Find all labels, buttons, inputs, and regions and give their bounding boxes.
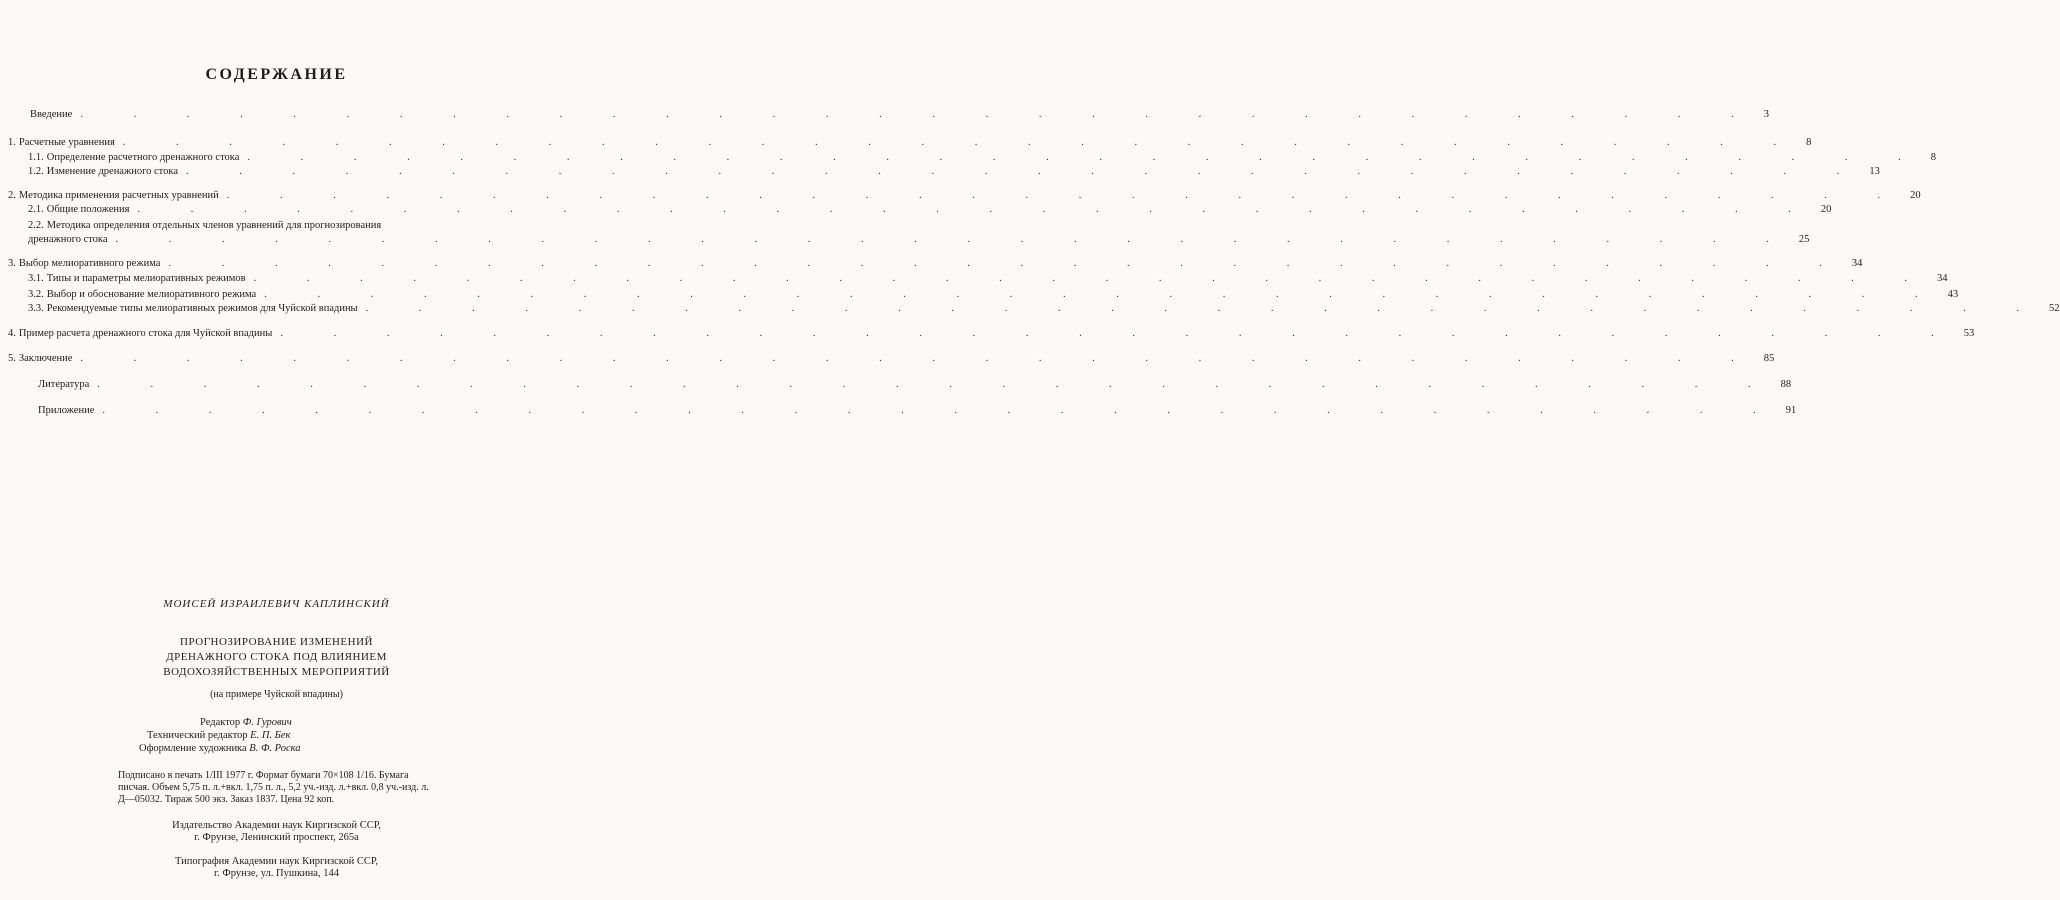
designer-name: В. Ф. Роска	[249, 743, 301, 754]
toc-entry	[8, 136, 1812, 150]
toc-entry-page: 91	[1785, 405, 1797, 416]
tech-editor-role: Технический редактор	[147, 730, 248, 741]
toc-entry-page: 88	[1780, 379, 1792, 390]
toc-entry-number: 1.1.	[28, 152, 44, 163]
toc-entry	[28, 165, 1880, 179]
toc-entry-number: 2.2.	[28, 220, 44, 231]
toc-entry	[8, 257, 1863, 271]
toc-entry-leader: . . . . . . . . . . . . . . . . . . . . . . . . . . . . . . . .	[247, 152, 1925, 163]
toc-entry-leader: . . . . . . . . . . . . . . . . . . . . . . . . . . . . . . . .	[115, 234, 1793, 245]
toc-entry-page: 8	[1806, 137, 1812, 148]
publisher-line-2: г. Фрунзе, Ленинский проспект, 265а	[194, 832, 359, 843]
book-title-line-2: ДРЕНАЖНОГО СТОКА ПОД ВЛИЯНИЕМ	[166, 651, 387, 663]
toc-entry	[38, 378, 1792, 392]
printer-line-2: г. Фрунзе, ул. Пушкина, 144	[214, 868, 339, 879]
toc-entry	[28, 203, 1832, 217]
toc-entry-label: Определение расчетного дренажного стока	[46, 152, 240, 163]
toc-entry-label: Изменение дренажного стока	[46, 166, 178, 177]
toc-entry-number: 5.	[8, 353, 16, 364]
toc-entry-leader: . . . . . . . . . . . . . . . . . . . . . . . . . . . . . . . .	[122, 137, 1801, 148]
author-name: МОИСЕЙ ИЗРАИЛЕВИЧ КАПЛИНСКИЙ	[163, 598, 390, 610]
toc-entry-page: 20	[1820, 204, 1832, 215]
toc-entry-page: 8	[1930, 152, 1936, 163]
toc-entry-page: 25	[1798, 234, 1810, 245]
toc-entry-label: Типы и параметры мелиоративных режимов	[46, 273, 246, 284]
toc-entry-leader: . . . . . . . . . . . . . . . . . . . . . . . . . . . . . . . .	[365, 303, 2043, 314]
toc-entry	[8, 327, 1975, 341]
toc-entry-page: 52	[2049, 303, 2060, 314]
toc-entry-number: 2.	[8, 190, 16, 201]
toc-entry-page: 34	[1851, 258, 1863, 269]
toc-entry-label: Расчетные уравнения	[18, 137, 115, 148]
toc-entry-leader: . . . . . . . . . . . . . . . . . . . . . . . . . . . . . . . .	[168, 258, 1846, 269]
toc-entry-leader: . . . . . . . . . . . . . . . . . . . . . . . . . . . . . . . .	[226, 190, 1905, 201]
toc-entry	[8, 352, 1775, 366]
editor-name: Ф. Гурович	[242, 717, 292, 728]
toc-entry-leader: . . . . . . . . . . . . . . . . . . . . . . . . . . . . . . . .	[280, 328, 1958, 339]
toc-entry-leader: . . . . . . . . . . . . . . . . . . . . . . . . . . . . . . . .	[80, 353, 1758, 364]
toc-entry-leader: . . . . . . . . . . . . . . . . . . . . . . . . . . . . . . . .	[102, 405, 1780, 416]
printer-line-1: Типография Академии наук Киргизской ССР,	[175, 856, 378, 867]
print-details-line-3: Д—05032. Тираж 500 экз. Заказ 1837. Цена 92 коп.	[118, 794, 335, 805]
toc-entry	[28, 233, 1810, 247]
toc-entry-number: 1.	[8, 137, 16, 148]
book-subtitle: (на примере Чуйской впадины)	[210, 689, 343, 700]
editor-role: Редактор	[200, 717, 241, 728]
toc-entry-number: 4.	[8, 328, 16, 339]
toc-entry-number: 3.2.	[28, 289, 44, 300]
toc-entry-number: 3.1.	[28, 273, 44, 284]
book-title-line-3: ВОДОХОЗЯЙСТВЕННЫХ МЕРОПРИЯТИЙ	[163, 666, 390, 678]
toc-entry-label: Введение	[30, 109, 73, 120]
toc-entry-page: 85	[1763, 353, 1775, 364]
toc-entry-label: Рекомендуемые типы мелиоративных режимов для Чуйской впадины	[46, 303, 358, 314]
toc-entry-page: 13	[1869, 166, 1880, 177]
toc-entry	[8, 189, 1921, 203]
toc-entry	[28, 219, 487, 233]
toc-entry-page: 20	[1910, 190, 1921, 201]
toc-entry-label: Общие положения	[46, 204, 130, 215]
toc-entry	[28, 288, 1959, 302]
tech-editor-name: Е. П. Бек	[250, 730, 291, 741]
toc-entry-label: Заключение	[18, 353, 73, 364]
toc-entry-page: 53	[1963, 328, 1975, 339]
toc-entry-label: Литература	[38, 379, 90, 390]
toc-entry-leader: . . . . . . . . . . . . . . . . . . . . . . . . . . . . . . . .	[80, 109, 1758, 120]
toc-entry-page: 3	[1763, 109, 1769, 120]
toc-entry	[38, 404, 1797, 418]
print-details-line-2: писчая. Объем 5,75 п. л.+вкл. 1,75 п. л., 5,2 уч.-изд. л.+вкл. 0,8 уч.-изд. л.	[118, 782, 429, 793]
toc-entry	[28, 151, 1936, 165]
toc-entry-label: Выбор мелиоративного режима	[18, 258, 161, 269]
toc-entry-leader: . . . . . . . . . . . . . . . . . . . . . . . . . . . . . . . .	[253, 273, 1931, 284]
toc-entry-leader: . . . . . . . . . . . . . . . . . . . . . . . . . . . . . . . .	[137, 204, 1815, 215]
toc-entry	[28, 272, 1948, 286]
toc-entry-number: 3.3.	[28, 303, 44, 314]
toc-entry-page: 34	[1936, 273, 1948, 284]
toc-entry-label: Пример расчета дренажного стока для Чуйской впадины	[18, 328, 273, 339]
toc-entry	[30, 108, 1769, 122]
toc-entry-number: 1.2.	[28, 166, 44, 177]
table-of-contents	[0, 0, 2060, 440]
toc-entry-leader: . . . . . . . . . . . . . . . . . . . . . . . . . . . . . . . .	[185, 166, 1864, 177]
toc-entry	[28, 302, 2060, 316]
toc-entry-leader: . . . . . . . . . . . . . . . . . . . . . . . . . . . . . . . .	[97, 379, 1775, 390]
tech-editor-credit	[147, 730, 290, 741]
toc-entry-label: Выбор и обоснование мелиоративного режима	[46, 289, 257, 300]
book-title-line-1: ПРОГНОЗИРОВАНИЕ ИЗМЕНЕНИЙ	[180, 636, 373, 648]
publisher-line-1: Издательство Академии наук Киргизской ССР,	[172, 820, 381, 831]
designer-credit	[139, 743, 301, 754]
designer-role: Оформление художника	[139, 743, 247, 754]
toc-entry-number: 3.	[8, 258, 16, 269]
print-details-line-1: Подписано в печать 1/III 1977 г. Формат бумаги 70×108 1/16. Бумага	[118, 770, 409, 781]
page-title: СОДЕРЖАНИЕ	[205, 66, 348, 83]
toc-entry-label: Методика определения отдельных членов уравнений для прогнозирования	[46, 220, 382, 231]
toc-entry-leader: . . . . . . . . . . . . . . . . . . . . . . . . . . . . . . . .	[264, 289, 1942, 300]
toc-entry-label: Методика применения расчетных уравнений	[18, 190, 219, 201]
toc-entry-page: 43	[1947, 289, 1959, 300]
toc-entry-label: Приложение	[38, 405, 95, 416]
editor-credit	[200, 717, 292, 728]
toc-entry-number: 2.1.	[28, 204, 44, 215]
toc-entry-label: дренажного стока	[28, 234, 108, 245]
